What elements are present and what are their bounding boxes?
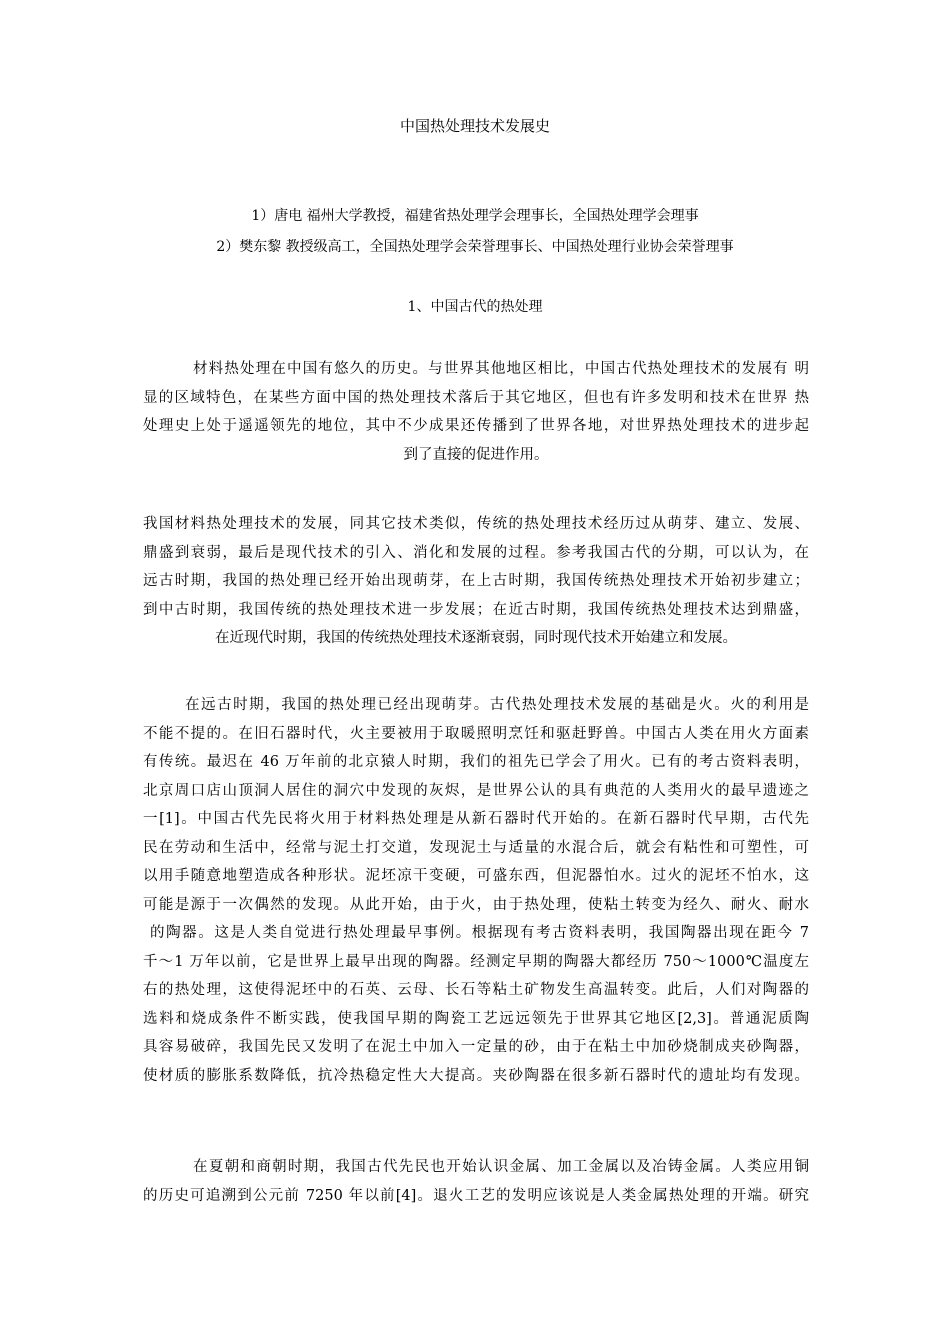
paragraph-line: 一[1]。中国古代先民将火用于材料热处理是从新石器时代开始的。在新石器时代早期，古代先 [143, 811, 809, 827]
paragraph-line: 的陶器。这是人类自觉进行热处理最早事例。根据现有考古资料表明，我国陶器出现在距今 7 [150, 925, 809, 941]
paragraph-line: 我国材料热处理技术的发展，同其它技术类似，传统的热处理技术经历过从萌芽、建立、发展、 [143, 516, 809, 532]
paragraph-line: 材料热处理在中国有悠久的历史。与世界其他地区相比，中国古代热处理技术的发展有 明 [193, 361, 809, 377]
paragraph-2 [143, 510, 809, 653]
document-title: 中国热处理技术发展史 [399, 117, 550, 135]
paragraph-line: 选料和烧成条件不断实践，使我国早期的陶瓷工艺远远领先于世界其它地区[2,3]。普通泥质陶 [143, 1010, 809, 1027]
paragraph-line: 显的区域特色，在某些方面中国的热处理技术落后于其它地区，但也有许多发明和技术在世界 热 [143, 389, 809, 406]
paragraph-line: 民在劳动和生活中，经常与泥土打交道，发现泥土与适量的水混合后，就会有粘性和可塑性，可 [143, 839, 809, 856]
paragraph-line: 到中古时期，我国传统的热处理技术进一步发展；在近古时期，我国传统热处理技术达到鼎盛， [143, 601, 809, 618]
author-line-2: 2）樊东黎 教授级高工，全国热处理学会荣誉理事长、中国热处理行业协会荣誉理事 [216, 239, 734, 255]
paragraph-line: 的历史可追溯到公元前 7250 年以前[4]。退火工艺的发明应该说是人类金属热处理的开端。研究 [143, 1187, 809, 1204]
paragraph-1 [143, 355, 809, 469]
paragraph-line: 远古时期，我国的热处理已经开始出现萌芽，在上古时期，我国传统热处理技术开始初步建立； [143, 573, 809, 589]
paragraph-line: 在远古时期，我国的热处理已经出现萌芽。古代热处理技术发展的基础是火。火的利用是 [185, 697, 809, 713]
paragraph-line: 有传统。最迟在 46 万年前的北京猿人时期，我们的祖先已学会了用火。已有的考古资料表明， [143, 754, 809, 770]
paragraph-4 [143, 1153, 809, 1210]
paragraph-line: 不能不提的。在旧石器时代，火主要被用于取暖照明烹饪和驱赶野兽。中国古人类在用火方面素 [143, 725, 809, 742]
paragraph-line: 在夏朝和商朝时期，我国古代先民也开始认识金属、加工金属以及冶铸金属。人类应用铜 [193, 1159, 809, 1175]
section-heading: 1、中国古代的热处理 [407, 299, 543, 315]
paragraph-line: 可能是源于一次偶然的发现。从此开始，由于火，由于热处理，使粘土转变为经久、耐火、耐水 [143, 896, 809, 913]
paragraph-line: 具容易破碎，我国先民又发明了在泥土中加入一定量的砂，由于在粘土中加砂烧制成夹砂陶器， [143, 1039, 809, 1055]
paragraph-line: 右的热处理，这使得泥坯中的石英、云母、长石等粘土矿物发生高温转变。此后，人们对陶器的 [143, 982, 809, 998]
paragraph-line: 以用手随意地塑造成各种形状。泥坯凉干变硬，可盛东西，但泥器怕水。过火的泥坯不怕水，这 [143, 868, 809, 884]
paragraph-line: 处理史上处于遥遥领先的地位，其中不少成果还传播到了世界各地，对世界热处理技术的进步起 [143, 418, 809, 434]
paragraph-line: 使材质的膨胀系数降低，抗冷热稳定性大大提高。夹砂陶器在很多新石器时代的遗址均有发现。 [143, 1067, 809, 1084]
paragraph-line: 鼎盛到衰弱，最后是现代技术的引入、消化和发展的过程。参考我国古代的分期，可以认为，在 [143, 544, 809, 561]
paragraph-3 [143, 691, 809, 1090]
author-line-1: 1）唐电 福州大学教授，福建省热处理学会理事长，全国热处理学会理事 [251, 208, 699, 224]
paragraph-line: 到了直接的促进作用。 [403, 446, 549, 463]
paragraph-line: 千～1 万年以前，它是世界上最早出现的陶器。经测定早期的陶器大都经历 750～1000℃温度左 [143, 953, 809, 970]
paragraph-line: 北京周口店山顶洞人居住的洞穴中发现的灰烬，是世界公认的具有典范的人类用火的最早遗迹之 [143, 782, 809, 799]
paragraph-line: 在近现代时期，我国的传统热处理技术逐渐衰弱，同时现代技术开始建立和发展。 [215, 630, 737, 646]
